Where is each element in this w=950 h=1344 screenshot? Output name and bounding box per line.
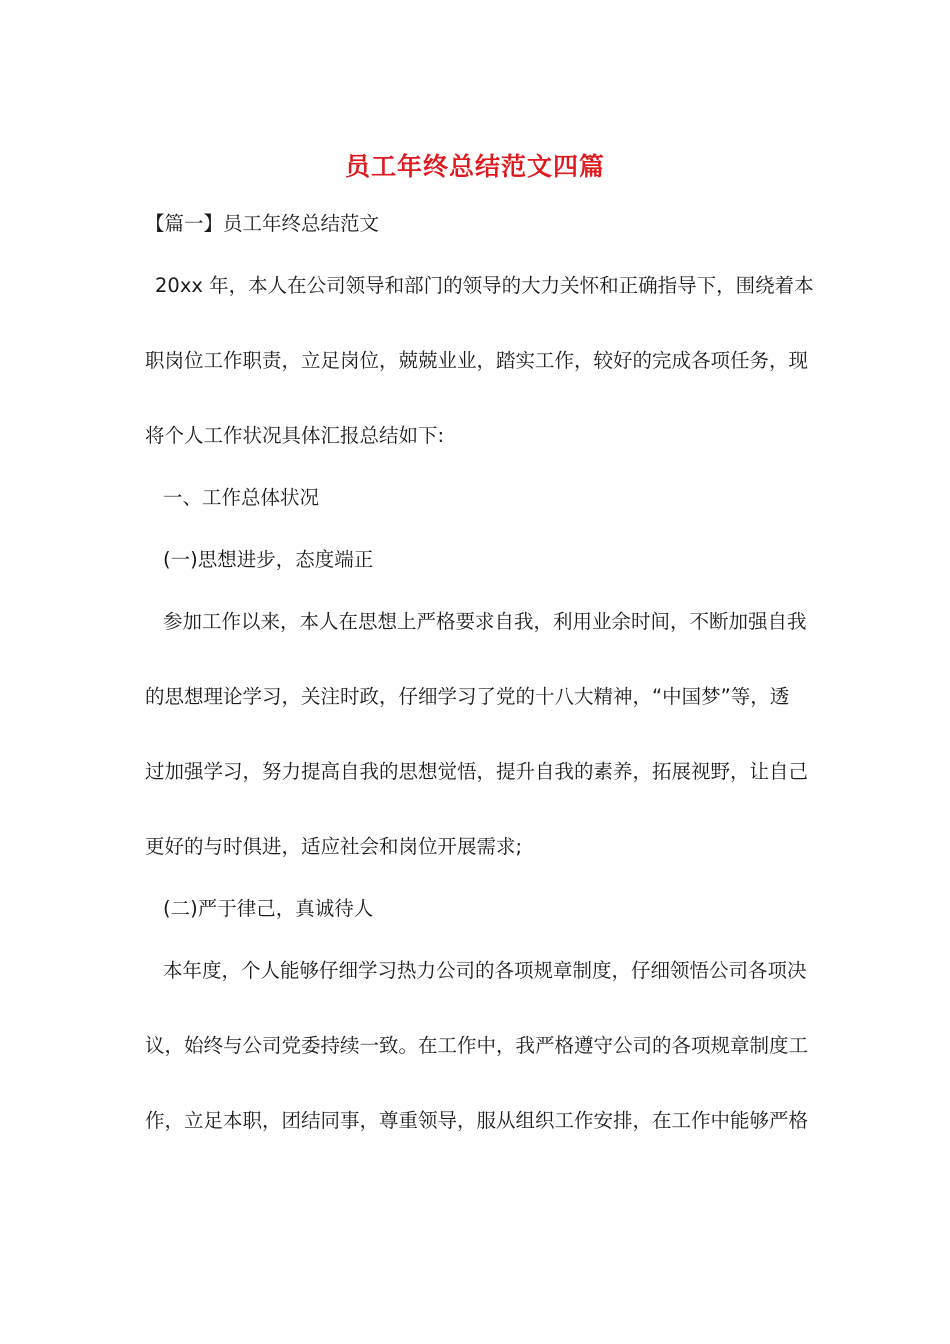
paragraph3-line2: 议，始终与公司党委持续一致。在工作中，我严格遵守公司的各项规章制度工 [145, 1034, 809, 1057]
paragraph3-line1: 本年度，个人能够仔细学习热力公司的各项规章制度，仔细领悟公司各项决 [163, 959, 807, 982]
paragraph3-line3: 作，立足本职，团结同事，尊重领导，服从组织工作安排，在工作中能够严格 [145, 1109, 809, 1132]
paragraph2-line1: 参加工作以来，本人在思想上严格要求自我，利用业余时间，不断加强自我 [163, 610, 807, 633]
paragraph2-line3: 过加强学习，努力提高自我的思想觉悟，提升自我的素养，拓展视野，让自己 [145, 760, 809, 783]
subheading-discipline: (二)严于律己，真诚待人 [163, 897, 374, 920]
paragraph2-line2: 的思想理论学习，关注时政，仔细学习了党的十八大精神，“中国梦”等，透 [145, 685, 790, 708]
heading-work-overview: 一、工作总体状况 [163, 486, 320, 509]
paragraph1-line2: 职岗位工作职责，立足岗位，兢兢业业，踏实工作，较好的完成各项任务，现 [145, 349, 809, 372]
paragraph1-line3: 将个人工作状况具体汇报总结如下: [145, 424, 445, 447]
document-title: 员工年终总结范文四篇 [344, 152, 605, 181]
paragraph2-line4: 更好的与时俱进，适应社会和岗位开展需求; [145, 835, 523, 858]
section-heading: 【篇一】员工年终总结范文 [145, 212, 380, 235]
paragraph1-line1: 20xx 年，本人在公司领导和部门的领导的大力关怀和正确指导下，围绕着本 [155, 274, 814, 297]
subheading-thinking: (一)思想进步，态度端正 [163, 548, 374, 571]
